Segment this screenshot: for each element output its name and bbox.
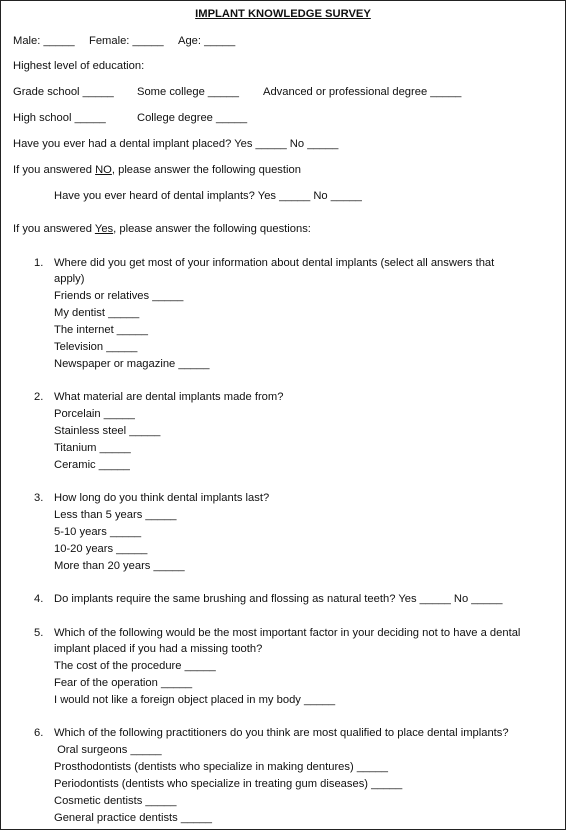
q1-option-dentist[interactable]: My dentist _____ [54,307,140,319]
question-5-text: Which of the following would be the most important factor in your deciding not to have a dental [54,627,521,639]
heard-of-implants-question[interactable]: Have you ever heard of dental implants? Yes _____ No _____ [54,190,362,202]
education-high-school[interactable]: High school _____ [13,112,106,124]
q6-option-periodontists[interactable]: Periodontists (dentists who specialize in treating gum diseases) _____ [54,778,403,790]
q2-option-stainless-steel[interactable]: Stainless steel _____ [54,425,161,437]
question-1-text-cont: apply) [54,273,85,285]
no-branch-suffix: , please answer the following question [111,164,301,176]
education-college-degree[interactable]: College degree _____ [137,112,248,124]
q1-option-friends[interactable]: Friends or relatives _____ [54,290,184,302]
question-2-text: What material are dental implants made from? [54,391,284,403]
yes-branch-prefix: If you answered [13,223,95,235]
age-field[interactable]: Age: _____ [178,35,236,47]
q3-option-more-20[interactable]: More than 20 years _____ [54,560,185,572]
question-6-text: Which of the following practitioners do you think are most qualified to place dental implants? [54,727,509,739]
q3-option-5-10[interactable]: 5-10 years _____ [54,526,142,538]
education-grade-school[interactable]: Grade school _____ [13,86,114,98]
q1-option-newspaper[interactable]: Newspaper or magazine _____ [54,358,210,370]
question-1-number: 1. [34,257,44,269]
survey-title: IMPLANT KNOWLEDGE SURVEY [195,8,371,20]
question-3-text: How long do you think dental implants last? [54,492,270,504]
no-branch-instruction [13,163,301,177]
implant-placed-question[interactable]: Have you ever had a dental implant placed? Yes _____ No _____ [13,138,339,150]
education-advanced-degree[interactable]: Advanced or professional degree _____ [263,86,462,98]
q2-option-porcelain[interactable]: Porcelain _____ [54,408,135,420]
question-4-text[interactable]: Do implants require the same brushing and flossing as natural teeth? Yes _____ No _____ [54,593,503,605]
question-3-number: 3. [34,492,44,504]
male-field[interactable]: Male: _____ [13,35,75,47]
q1-option-internet[interactable]: The internet _____ [54,324,148,336]
question-6-number: 6. [34,727,44,739]
q6-option-cosmetic[interactable]: Cosmetic dentists _____ [54,795,177,807]
q3-option-less-5[interactable]: Less than 5 years _____ [54,509,177,521]
yes-branch-instruction [13,222,311,236]
q1-option-television[interactable]: Television _____ [54,341,138,353]
q6-option-oral-surgeons[interactable]: Oral surgeons _____ [54,744,162,756]
no-keyword: NO [95,164,112,176]
question-4-number: 4. [34,593,44,605]
female-field[interactable]: Female: _____ [89,35,164,47]
q5-option-cost[interactable]: The cost of the procedure _____ [54,660,216,672]
no-branch-prefix: If you answered [13,164,96,176]
question-2-number: 2. [34,391,44,403]
question-5-number: 5. [34,627,44,639]
yes-branch-suffix: , please answer the following questions: [113,223,311,235]
education-some-college[interactable]: Some college _____ [137,86,240,98]
q3-option-10-20[interactable]: 10-20 years _____ [54,543,148,555]
q2-option-titanium[interactable]: Titanium _____ [54,442,131,454]
q5-option-foreign-object[interactable]: I would not like a foreign object placed in my body _____ [54,694,336,706]
q5-option-fear[interactable]: Fear of the operation _____ [54,677,193,689]
yes-keyword: Yes [94,223,114,235]
q2-option-ceramic[interactable]: Ceramic _____ [54,459,130,471]
education-heading: Highest level of education: [13,60,145,72]
question-1-text: Where did you get most of your information about dental implants (select all answers that [54,257,495,269]
q6-option-general-practice[interactable]: General practice dentists _____ [54,812,212,824]
q6-option-prosthodontists[interactable]: Prosthodontists (dentists who specialize in making dentures) _____ [54,761,388,773]
question-5-text-cont: implant placed if you had a missing tooth? [54,643,263,655]
